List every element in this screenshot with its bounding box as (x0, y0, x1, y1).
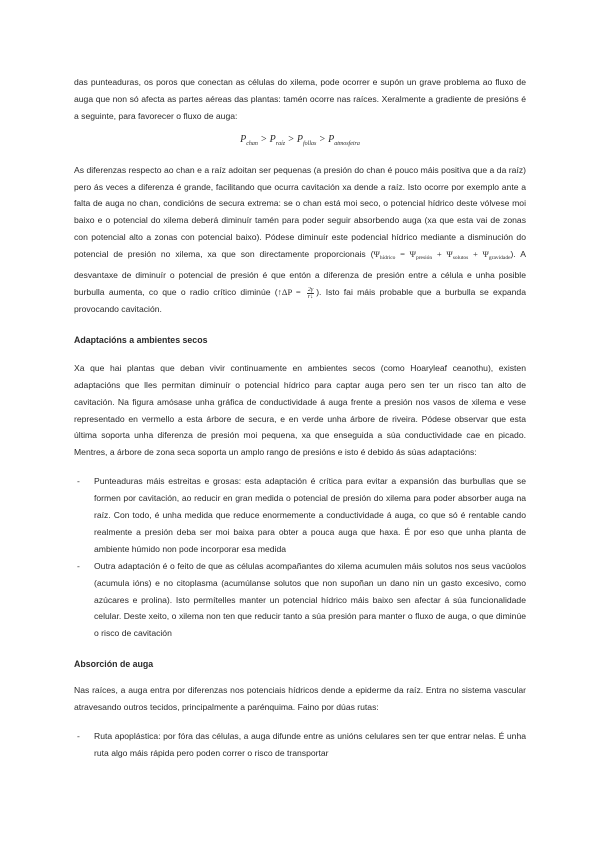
document-body (74, 74, 526, 772)
paragraph-punteaduras: das punteaduras, os poros que conectan as células do xilema, pode ocorrer e supón un grave problema ao fluxo de auga que non só afecta as partes aéreas das plantas: tamén ocorre nas raíces. Xeralmente a gradiente de presións é a seguinte, para favorecer o fluxo de auga: (74, 77, 526, 121)
adaptations-list (74, 473, 526, 642)
paragraph-absorcion: Nas raíces, a auga entra por diferenzas nos potenciais hídricos dende a epiderme da raíz. Entra no sistema vascular atravesando outros tecidos, principalmente a parénquima. Faino por dúas rutas: (74, 685, 526, 713)
heading-absorcion: Absorción de auga (74, 659, 154, 670)
water-potential-equation: $\Psi_{hídrico} = \Psi_{presión} + \Psi_{solutos} + \Psi_{gravidade}$ (373, 249, 511, 262)
routes-list (74, 728, 526, 762)
pressure-gradient-formula: $P_{chan} > P_{raíz} > P_{follas} > P_{atmosfeira}$ (240, 133, 360, 147)
paragraph-adaptacions: Xa que hai plantas que deban vivir continuamente en ambientes secos (como Hoaryleaf ceanothu), existen adaptacións que lles permitan diminuír o potencial hídrico para captar auga pero sen ter un risco tan alto de cavitación. Na figura amósase unha gráfica de conductividade á auga frente a presión nos vasos de xilema e vese representado en vermello a esta árbore de secura, e en verde unha árbore de riveira. Pódese observar que esta última soporta unha diferenza de presión moi pequena, xa que enseguida a súa conductividade cae en picado. Mentres, a árbore de zona seca soporta un amplo rango de presións e isto é debido ás súas adaptacións: (74, 362, 526, 458)
critical-radius-equation: ↑ΔP = $\frac{2\gamma}{r↓}$ (277, 286, 314, 300)
heading-adaptacions: Adaptacións a ambientes secos (74, 334, 208, 345)
list-item: - Ruta apoplástica: por fóra das células, a auga difunde entre as unións celulares sen ter que entrar nelas. É unha ruta algo máis rápida pero poden correr o risco de transportar (77, 731, 526, 758)
paragraph-diferenzas: As diferenzas respecto ao chan e a raíz adoitan ser pequenas (a presión do chan é pouco máis positiva que a da raíz) pero ás veces a diferenza é grande, facilitando que ocurra cavitación xa dende a raíz. Isto ocorre por exemplo ante a falta de auga no chan, condicións de secura extrema: se o chan está moi seco, o potencial hídrico deste vólvese moi baixo e o potencial do xilema deberá diminuír tamén para poder seguir absorbendo auga (xa que esta vai de zonas con potencial alto a zonas con potencial baixo). Pódese diminuír este podencial hídrico mediante a disminución do potencial de presión no xilema, xa que son directamente proporcionais $(\Psi_{hídrico} = \Psi_{presión} + \Psi_{solutos} + \Psi_{gravidade})$. A desvantaxe de diminuír o potencial de presión é que entón a diferenza de presión entre a célula e unha posible burbulla aumenta, co que o radio crítico diminúe (↑ΔP = $\frac{2\gamma}{r↓}$ ). Isto fai máis probable que a burbulla se expanda provocando cavitación. (74, 164, 526, 314)
list-item: - Punteaduras máis estreitas e grosas: esta adaptación é crítica para evitar a expansión das burbullas que se formen por cavitación, ao reducir en gran medida o potencial de presión do xilema para poder absorber auga na raíz. Con todo, é unha medida que reduce enormemente a conductividade á auga, co que só é rentable cando realmente a presión deba ser moi baixa para obter a pouca auga que haxa. É por eso que unha planta de ambiente húmido non pode incorporar esa medida (77, 476, 526, 554)
list-item: - Outra adaptación é o feito de que as células acompañantes do xilema acumulen máis solutos nos seus vacúolos (acumula ións) e no citoplasma (acumúlanse solutos que non supoñan un dano nin un gasto excesivo, como azúcares e prolina). Isto permítelles manter un potencial hídrico máis baixo sen afectar á súa funcionalidade celular. Deste xeito, o xilema non ten que reducir tanto a súa presión para manter o fluxo de auga, o que diminúe o risco de cavitación (77, 560, 526, 639)
